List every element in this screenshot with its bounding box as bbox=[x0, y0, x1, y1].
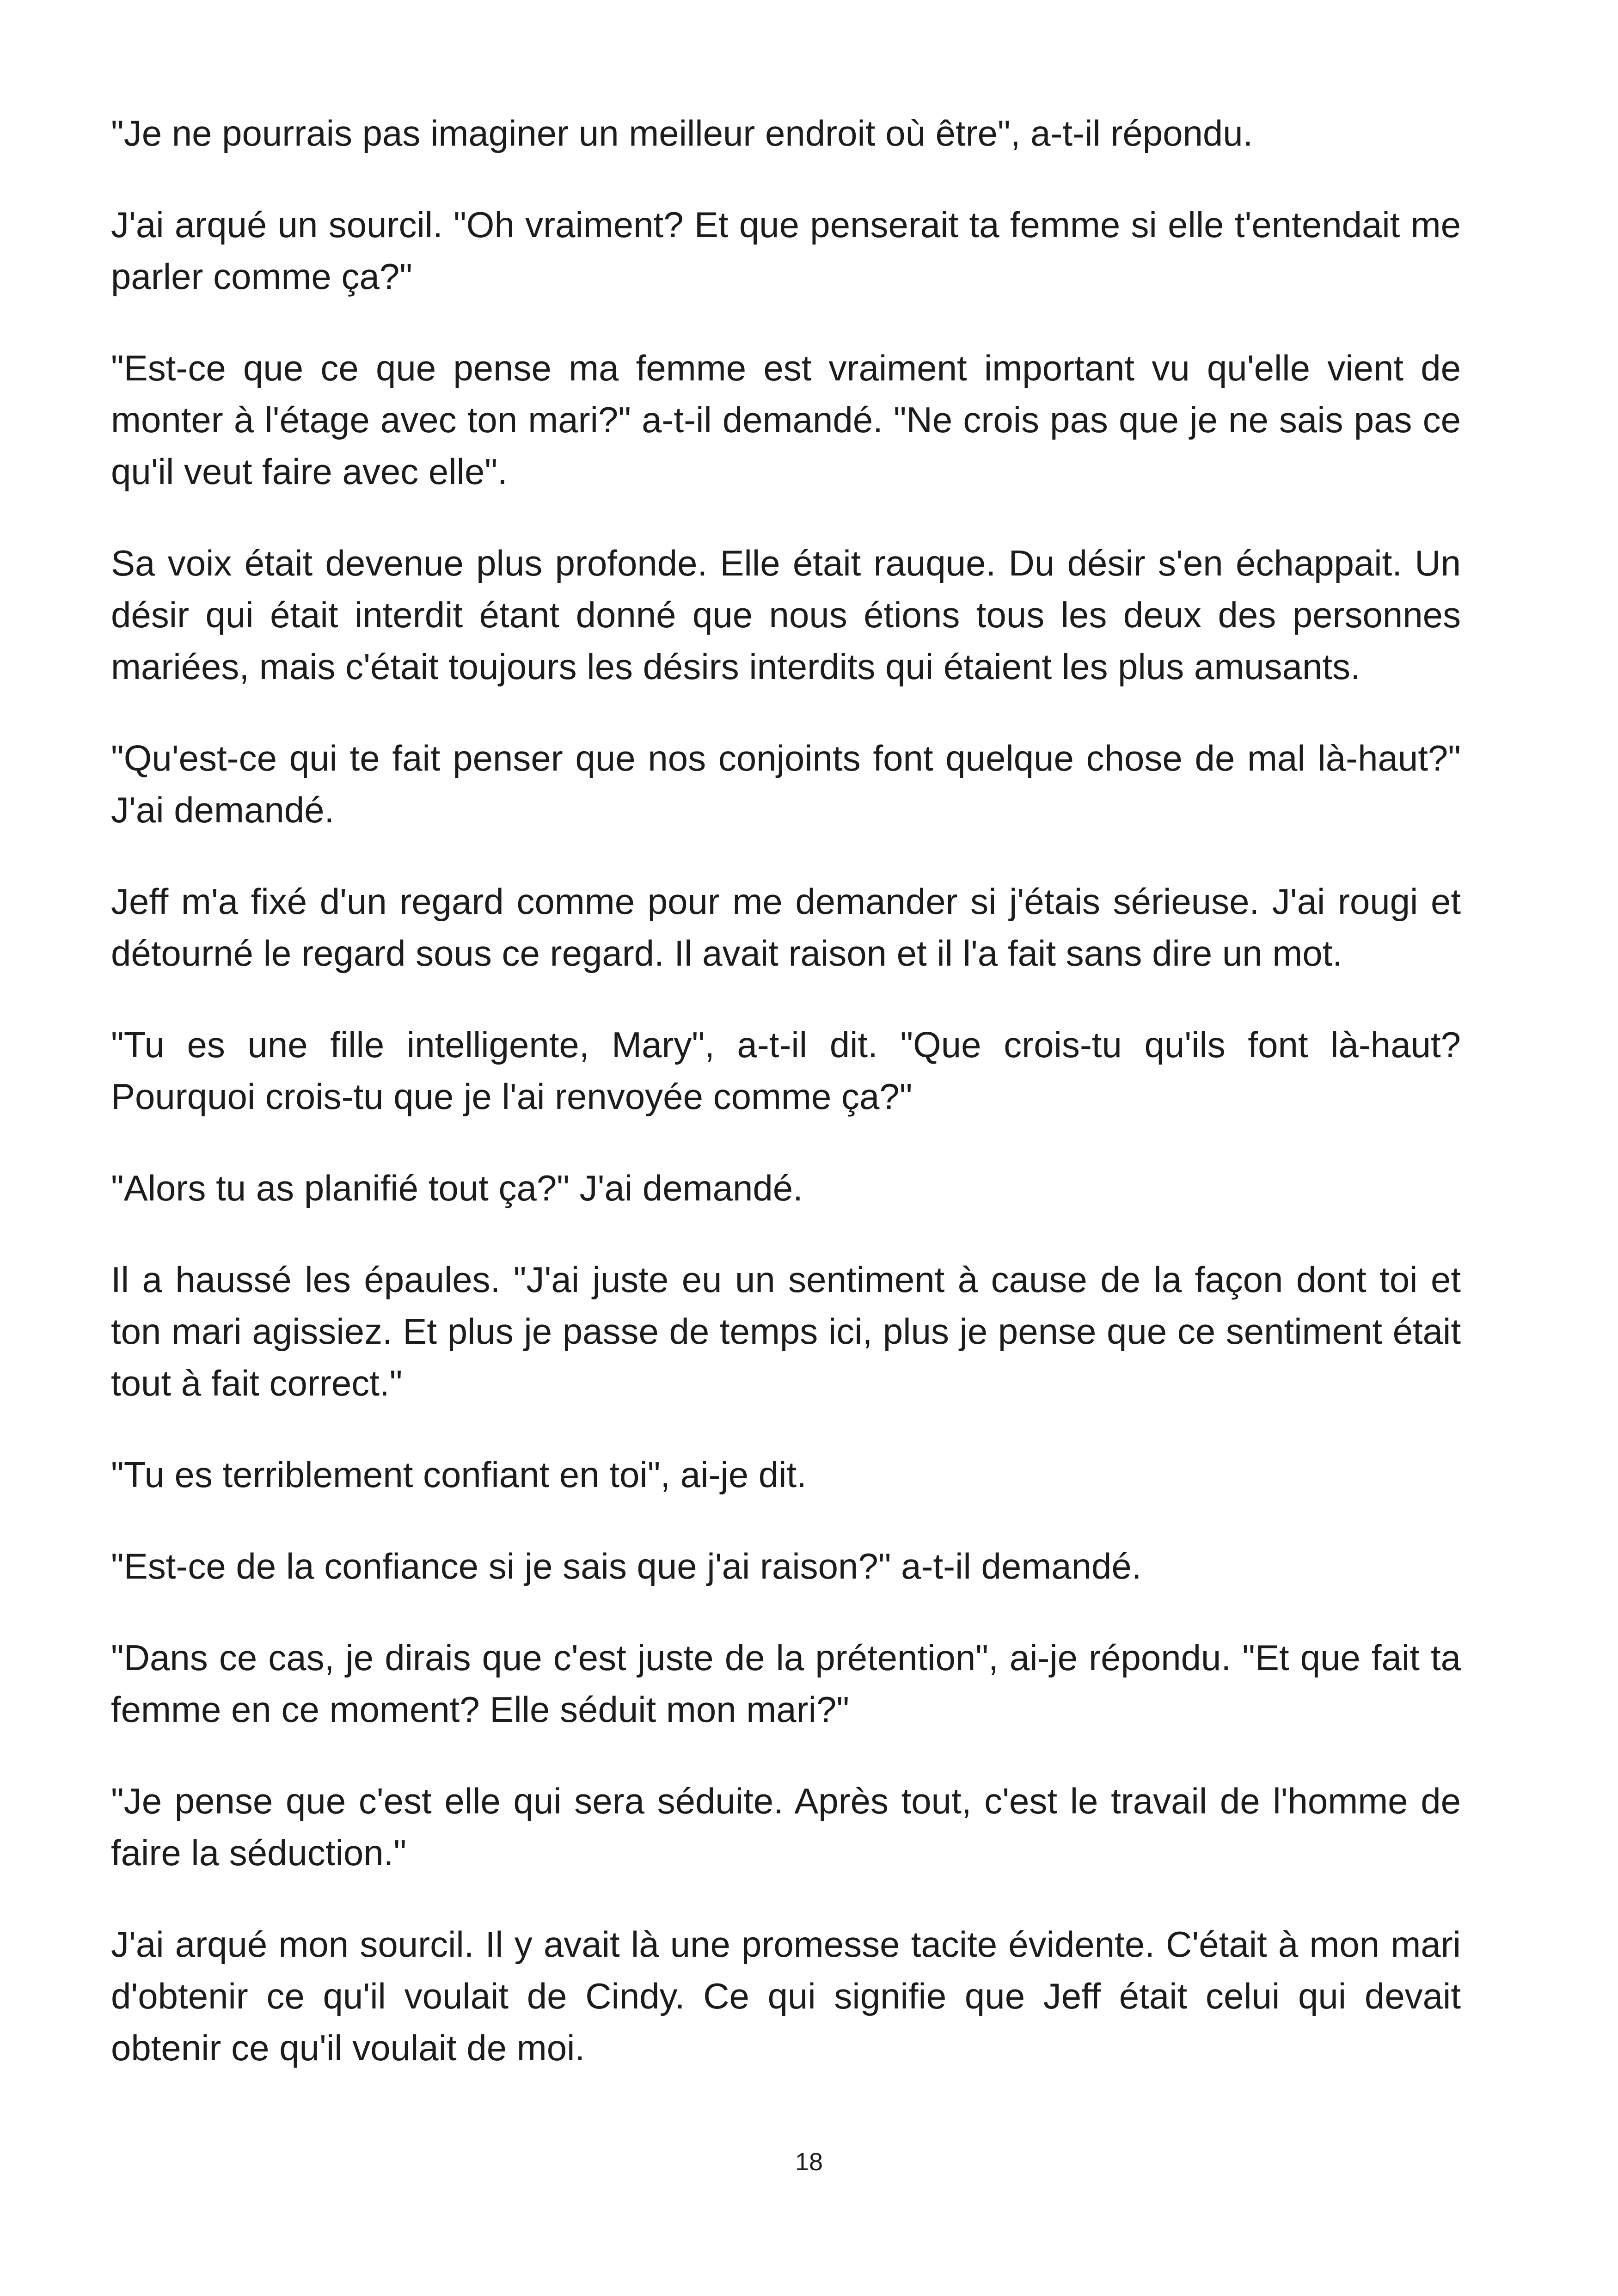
paragraph: "Qu'est-ce qui te fait penser que nos conjoints font quelque chose de mal là-haut?" J'ai demandé. bbox=[111, 738, 1461, 830]
paragraph: "Dans ce cas, je dirais que c'est juste de la prétention", ai-je répondu. "Et que fait ta femme en ce moment? Elle séduit mon mari?" bbox=[111, 1637, 1461, 1730]
paragraph: "Alors tu as planifié tout ça?" J'ai demandé. bbox=[111, 1168, 803, 1208]
paragraph: "Tu es une fille intelligente, Mary", a-t-il dit. "Que crois-tu qu'ils font là-haut? Pourquoi crois-tu que je l'ai renvoyée comme ça?" bbox=[111, 1024, 1461, 1117]
paragraph: "Est-ce de la confiance si je sais que j'ai raison?" a-t-il demandé. bbox=[111, 1546, 1142, 1586]
paragraph: Sa voix était devenue plus profonde. Elle était rauque. Du désir s'en échappait. Un désir qui était interdit étant donné que nous étions tous les deux des personnes mariées, mais c'était toujours les désirs interdits qui étaient les plus amusants. bbox=[111, 543, 1461, 687]
paragraph: "Je pense que c'est elle qui sera séduite. Après tout, c'est le travail de l'homme de faire la séduction." bbox=[111, 1781, 1461, 1873]
paragraph: "Est-ce que ce que pense ma femme est vraiment important vu qu'elle vient de monter à l'étage avec ton mari?" a-t-il demandé. "Ne crois pas que je ne sais pas ce qu'il veut faire avec elle". bbox=[111, 348, 1461, 492]
body-text bbox=[111, 107, 1461, 2113]
paragraph: J'ai arqué mon sourcil. Il y avait là une promesse tacite évidente. C'était à mon mari d'obtenir ce qu'il voulait de Cindy. Ce qui signifie que Jeff était celui qui devait obtenir ce qu'il voulait de moi. bbox=[111, 1924, 1461, 2068]
paragraph: J'ai arqué un sourcil. "Oh vraiment? Et que penserait ta femme si elle t'entendait me parler comme ça?" bbox=[111, 204, 1461, 297]
paragraph: "Je ne pourrais pas imaginer un meilleur endroit où être", a-t-il répondu. bbox=[111, 113, 1253, 153]
paragraph: Il a haussé les épaules. "J'ai juste eu un sentiment à cause de la façon dont toi et ton mari agissiez. Et plus je passe de temps ici, plus je pense que ce sentiment était tout à fait correct." bbox=[111, 1259, 1461, 1403]
page-number: 18 bbox=[795, 2148, 823, 2176]
paragraph: Jeff m'a fixé d'un regard comme pour me demander si j'étais sérieuse. J'ai rougi et détourné le regard sous ce regard. Il avait raison et il l'a fait sans dire un mot. bbox=[111, 881, 1461, 974]
paragraph: "Tu es terriblement confiant en toi", ai-je dit. bbox=[111, 1454, 807, 1495]
